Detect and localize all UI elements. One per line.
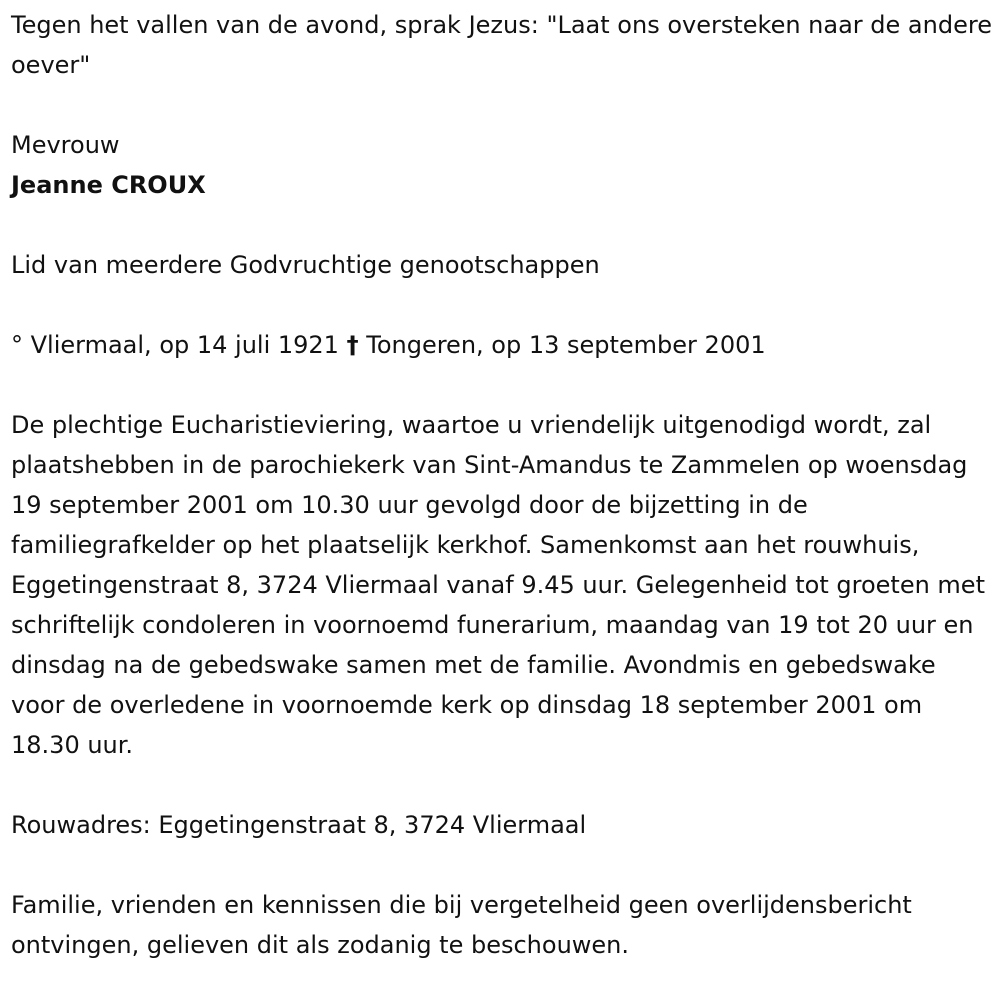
salutation: Mevrouw <box>11 131 120 159</box>
cross-icon: † <box>346 331 359 359</box>
ceremony-paragraph: De plechtige Eucharistieviering, waartoe u vriendelijk uitgenodigd wordt, zal plaatshebben in de parochiekerk van Sint-Amandus te Zammelen op woensdag 19 september 2001 om 10.30 uur gevolgd door de bijzetting in de familiegrafkelder op het plaatselijk kerkhof. Samenkomst aan het rouwhuis, Eggetingenstraat 8, 3724 Vliermaal vanaf 9.45 uur. Gelegenheid tot groeten met schriftelijk condoleren in voornoemd funerarium, maandag van 19 tot 20 uur en dinsdag na de gebedswake samen met de familie. Avondmis en gebedswake voor de overledene in voornoemde kerk op dinsdag 18 september 2001 om 18.30 uur. <box>11 411 985 759</box>
mourning-address: Rouwadres: Eggetingenstraat 8, 3724 Vliermaal <box>11 811 587 839</box>
spacer <box>11 765 996 805</box>
birth-info: ° Vliermaal, op 14 juli 1921 <box>11 331 339 359</box>
life-dates <box>11 325 996 365</box>
bible-quote: Tegen het vallen van de avond, sprak Jezus: "Laat ons oversteken naar de andere oever" <box>11 11 992 79</box>
closing-note: Familie, vrienden en kennissen die bij vergetelheid geen overlijdensbericht ontvingen, gelieven dit als zodanig te beschouwen. <box>11 891 912 959</box>
obituary-notice <box>11 5 996 965</box>
spacer <box>11 205 996 245</box>
death-info: Tongeren, op 13 september 2001 <box>366 331 766 359</box>
deceased-name: Jeanne CROUX <box>11 171 206 199</box>
spacer <box>11 285 996 325</box>
spacer <box>11 85 996 125</box>
membership-line: Lid van meerdere Godvruchtige genootschappen <box>11 251 600 279</box>
spacer <box>11 365 996 405</box>
spacer <box>11 845 996 885</box>
